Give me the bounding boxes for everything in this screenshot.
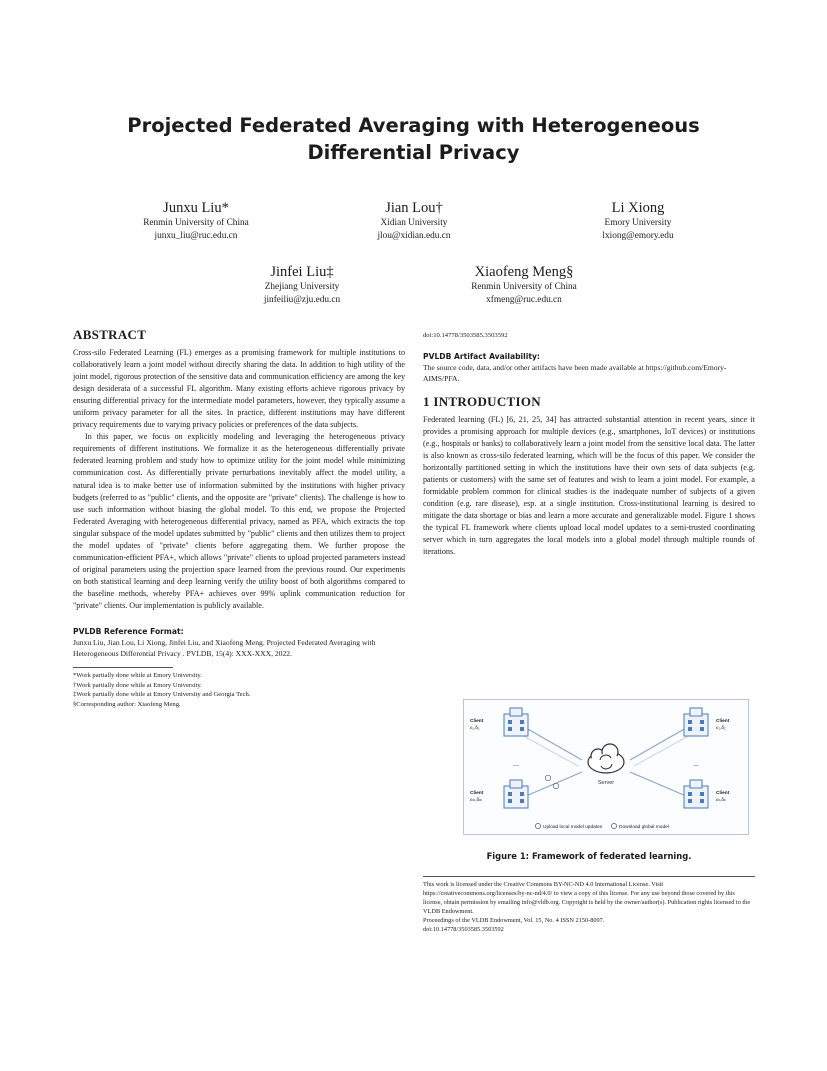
download-arrow — [520, 734, 578, 766]
upload-arrow — [630, 772, 686, 796]
license-rule — [423, 876, 755, 877]
license-doi: doi:10.14778/3503585.3503592 — [423, 926, 504, 933]
author-block — [528, 200, 748, 242]
step-marker-download — [553, 783, 559, 789]
footnote: *Work partially done while at Emory University. — [73, 672, 202, 680]
paper-title — [100, 112, 727, 166]
hospital-icon — [684, 708, 708, 736]
client-label: Client — [470, 719, 484, 724]
author-affiliation: Emory University — [604, 218, 672, 228]
proceedings-text: Proceedings of the VLDB Endowment, Vol. 15, No. 4 ISSN 2150-8097. — [423, 917, 605, 924]
footnote: †Work partially done while at Emory University. — [73, 681, 202, 689]
server-label: Server — [597, 780, 615, 786]
author-name: Jian Lou† — [385, 200, 443, 216]
author-email: jlou@xidian.edu.cn — [377, 230, 451, 241]
reference-format-heading: PVLDB Reference Format: — [73, 627, 184, 637]
license-text: This work is licensed under the Creative Commons BY-NC-ND 4.0 International License. Visit https://creativecommons.org/licenses/by-nc-nd/4.0/ to view a copy of this license. For any use beyond those covered by this license, obtain permission by emailing info@vldb.org. Copyright is held by the owner/author(s). Publication rights licensed to the VLDB Endowment. — [423, 881, 751, 915]
author-affiliation: Renmin University of China — [471, 282, 577, 292]
license-block — [423, 872, 755, 934]
abstract-paragraph: Cross-silo Federated Learning (FL) emerges as a promising framework for multiple institutions to collaboratively learn a joint model without directly sharing the data. In addition to high utility of the joint model, rigorous protection of the sensitive data and communication efficiency are among the key design desiderata of a successful FL algorithm. Many existing efforts achieve rigorous privacy by ensuring differential privacy for the intermediate model parameters, however, they typically assume a uniform privacy parameter for all the sites. In practice, different institutions may have different privacy requirements due to varying privacy policies or preferences of the data subjects. — [73, 348, 405, 430]
step-marker-upload — [545, 775, 551, 781]
doi-text: doi:10.14778/3503585.3503592 — [423, 332, 508, 339]
author-email: lxiong@emory.edu — [602, 230, 674, 241]
title-line-1: Projected Federated Averaging with Heterogeneous — [127, 114, 700, 137]
abstract-paragraph: In this paper, we focus on explicitly modeling and leveraging the heterogeneous privacy requirements of different institutions. We formalize it as the heterogeneous differentially private federated learning problem and study how to optimize utility for the joint model while minimizing communication cost. As differentially private perturbations inevitably affect the model utility, a natural idea is to make better use of information submitted by the institutions with higher privacy budgets (referred to as "public" clients, and the opposite are "private" clients). The challenge is how to use such information without biasing the global model. To this end, we propose the Projected Federated Averaging with heterogeneous differential privacy, named as PFA, which extracts the top singular subspace of the model updates submitted by "public" clients and then utilizes them to project the model updates of "private" clients before aggregating them. We further propose the communication-efficient PFA+, which allows "private" clients to upload projected parameters instead of original parameters using the projection space learned from the previous round. Our experiments on both statistical learning and deep learning verify the utility boost of both algorithms compared to the baseline methods, whereby PFA+ achieves over 99% uplink communication reduction for "private" clients. Our implementation is publicly available. — [73, 432, 405, 610]
upload-arrow — [630, 728, 686, 760]
reference-format-text: Junxu Liu, Jian Lou, Li Xiong, Jinfei Liu, and Xiaofeng Meng. Projected Federated Averaging with Heterogeneous Differential Privacy . PVLDB, 15(4): XXX-XXX, 2022. — [73, 638, 376, 659]
artifact-heading: PVLDB Artifact Availability: — [423, 351, 540, 361]
author-block — [192, 264, 412, 306]
client-privacy-label: ε₁,δ₁ — [470, 726, 480, 731]
introduction-heading: 1 INTRODUCTION — [423, 393, 541, 409]
server-cloud-icon — [588, 744, 624, 773]
author-name: Jinfei Liu‡ — [270, 264, 334, 280]
author-affiliation: Zhejiang University — [264, 282, 340, 292]
client-label: Client — [716, 791, 730, 796]
hospital-icon — [504, 708, 528, 736]
hospital-icon — [684, 780, 708, 808]
introduction-paragraph: Federated learning (FL) [6, 21, 25, 34] has attracted substantial attention in recent years, since it provides a promising approach for multiple devices (e.g., smartphones, IoT devices) or institutions (e.g., hospitals or banks) to collaboratively learn a joint model from the sensitive local data. The latter is also known as cross-silo federated learning, which will be the focus of this paper. We consider the horizontally partitioned setting in which the institutions have their own sets of data subjects (e.g. patients or customers) with the same set of features and wish to learn a joint model. For example, a formidable problem common for clinical studies is the inadequate number of subjects of a given condition (e.g. rare disease), esp. at a single institution. Cross-institutional learning is desired to mitigate the data shortage or bias and learn a more accurate and generalizable model. Figure 1 shows the typical FL framework where clients upload local model updates to a semi-trusted coordinating server which in turn aggregates the local models into a global model through multiple rounds of iterations. — [423, 414, 755, 557]
client-privacy-label: ε₂,δ₂ — [716, 726, 726, 731]
footnote: §Corresponding author: Xiaofeng Meng. — [73, 700, 181, 708]
client-privacy-label: εₙ,δₙ — [716, 798, 726, 803]
download-arrow — [634, 734, 692, 766]
hospital-icon — [504, 780, 528, 808]
figure-diagram — [464, 700, 748, 834]
federated-learning-figure — [463, 699, 749, 835]
legend-upload-marker — [535, 823, 540, 828]
author-email: xfmeng@ruc.edu.cn — [486, 294, 562, 305]
author-affiliation: Xidian University — [380, 218, 448, 228]
upload-arrow — [526, 728, 582, 760]
author-name: Junxu Liu* — [163, 200, 229, 216]
author-name: Li Xiong — [611, 200, 665, 216]
abstract-heading: ABSTRACT — [73, 327, 147, 342]
author-email: jinfeiliu@zju.edu.cn — [263, 294, 341, 305]
legend-download-label: Download global model — [619, 825, 669, 830]
author-block — [414, 264, 634, 306]
author-affiliation: Renmin University of China — [143, 218, 249, 228]
legend-upload-label: Upload local model updates — [543, 825, 603, 830]
figure-caption: Figure 1: Framework of federated learning. — [486, 851, 692, 861]
client-privacy-label: εₘ,δₘ — [470, 798, 483, 803]
author-name: Xiaofeng Meng§ — [474, 264, 574, 280]
client-label: Client — [470, 791, 484, 796]
ellipsis-label: ... — [513, 759, 519, 768]
right-column — [423, 327, 755, 558]
client-label: Client — [716, 719, 730, 724]
author-block — [86, 200, 306, 242]
author-block — [304, 200, 524, 242]
footnote: ‡Work partially done while at Emory University and Georgia Tech. — [73, 691, 251, 699]
footnote-rule — [73, 667, 173, 668]
author-email: junxu_liu@ruc.edu.cn — [154, 230, 238, 241]
ellipsis-label: ... — [693, 759, 699, 768]
artifact-text: The source code, data, and/or other artifacts have been made available at https://github.com/Emory-AIMS/PFA. — [423, 362, 727, 383]
legend-download-marker — [611, 823, 616, 828]
left-column — [73, 327, 405, 709]
title-line-2: Differential Privacy — [307, 141, 520, 164]
